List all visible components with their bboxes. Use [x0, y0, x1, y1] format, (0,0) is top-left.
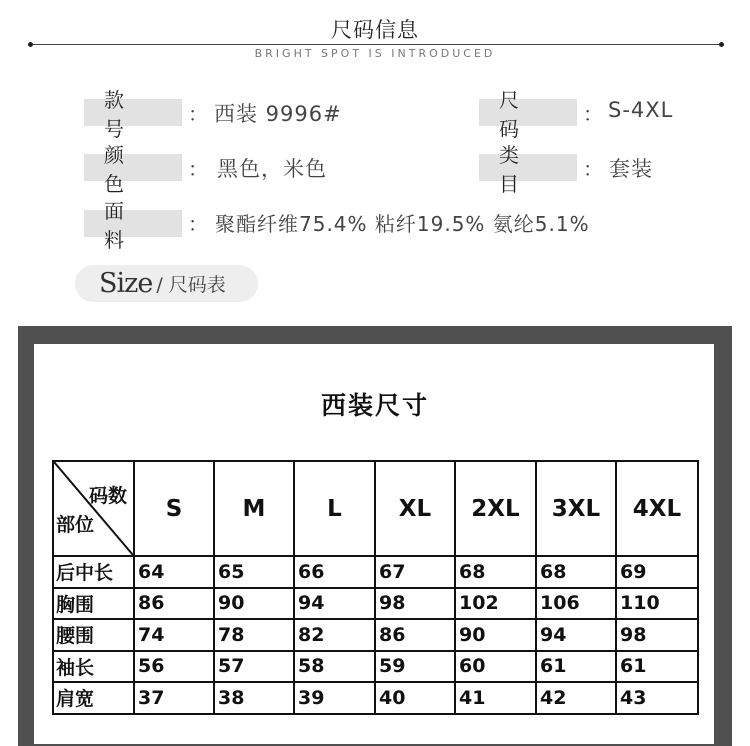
category-label: 类目: [479, 154, 577, 181]
measurement-value: 82: [294, 619, 375, 651]
style-no-colon: ：: [188, 102, 208, 126]
size-chart-tag: [75, 265, 258, 302]
measurement-value: 86: [375, 619, 455, 651]
measurement-value: 98: [616, 619, 698, 651]
table-row: [53, 682, 698, 714]
color-colon: ：: [188, 157, 208, 181]
measurement-value: 98: [375, 588, 455, 620]
measurement-value: 94: [294, 588, 375, 620]
measurement-value: 67: [375, 556, 455, 588]
page-subtitle: BRIGHT SPOT IS INTRODUCED: [254, 47, 496, 60]
measurement-value: 57: [214, 651, 294, 683]
color-label: 颜色: [84, 154, 182, 181]
size-column-header: L: [294, 461, 375, 556]
measurement-value: 60: [455, 651, 536, 683]
size-colon: ：: [583, 102, 603, 126]
measurement-value: 61: [536, 651, 616, 683]
size-table: [52, 460, 699, 715]
measurement-label: 腰围: [53, 619, 134, 651]
header-divider: [30, 44, 722, 45]
table-row: [53, 619, 698, 651]
category-colon: ：: [583, 157, 603, 181]
measurement-value: 66: [294, 556, 375, 588]
measurement-label: 胸围: [53, 588, 134, 620]
measurement-label: 袖长: [53, 651, 134, 683]
fabric-value: 聚酯纤维75.4% 粘纤19.5% 氨纶5.1%: [215, 212, 590, 236]
page-title: 尺码信息: [331, 18, 419, 42]
corner-part-label: 部位: [56, 514, 95, 536]
measurement-value: 94: [536, 619, 616, 651]
corner-diagonal: [54, 462, 133, 555]
corner-size-label: 码数: [88, 485, 127, 507]
measurement-value: 106: [536, 588, 616, 620]
measurement-value: 39: [294, 682, 375, 714]
style-no-value: 西装 9996#: [214, 102, 342, 126]
measurement-value: 90: [214, 588, 294, 620]
measurement-value: 110: [616, 588, 698, 620]
size-column-header: M: [214, 461, 294, 556]
measurement-value: 37: [134, 682, 214, 714]
measurement-value: 65: [214, 556, 294, 588]
size-tag-en: Size: [99, 268, 153, 299]
fabric-colon: ：: [188, 212, 208, 236]
measurement-label: 后中长: [53, 556, 134, 588]
measurement-value: 59: [375, 651, 455, 683]
table-row: [53, 588, 698, 620]
measurement-label: 肩宽: [53, 682, 134, 714]
table-row: [53, 556, 698, 588]
measurement-value: 61: [616, 651, 698, 683]
size-column-header: 4XL: [616, 461, 698, 556]
fabric-label: 面料: [84, 210, 182, 237]
size-tag-cn: / 尺码表: [156, 274, 226, 296]
size-column-header: 2XL: [455, 461, 536, 556]
measurement-value: 41: [455, 682, 536, 714]
measurement-value: 90: [455, 619, 536, 651]
size-label: 尺码: [479, 99, 577, 126]
measurement-value: 102: [455, 588, 536, 620]
measurement-value: 38: [214, 682, 294, 714]
measurement-value: 78: [214, 619, 294, 651]
measurement-value: 86: [134, 588, 214, 620]
measurement-value: 64: [134, 556, 214, 588]
measurement-value: 69: [616, 556, 698, 588]
measurement-value: 68: [455, 556, 536, 588]
measurement-value: 56: [134, 651, 214, 683]
category-value: 套装: [609, 157, 653, 181]
size-column-header: XL: [375, 461, 455, 556]
measurement-value: 43: [616, 682, 698, 714]
size-chart-title: 西装尺寸: [320, 391, 429, 420]
measurement-value: 74: [134, 619, 214, 651]
measurement-value: 42: [536, 682, 616, 714]
table-header-row: [53, 461, 698, 556]
table-row: [53, 651, 698, 683]
size-column-header: S: [134, 461, 214, 556]
measurement-value: 58: [294, 651, 375, 683]
table-corner-cell: [53, 461, 134, 556]
size-column-header: 3XL: [536, 461, 616, 556]
style-no-label: 款号: [84, 99, 182, 126]
measurement-value: 40: [375, 682, 455, 714]
size-value: S-4XL: [608, 98, 674, 122]
measurement-value: 68: [536, 556, 616, 588]
color-value: 黑色，米色: [217, 157, 327, 181]
